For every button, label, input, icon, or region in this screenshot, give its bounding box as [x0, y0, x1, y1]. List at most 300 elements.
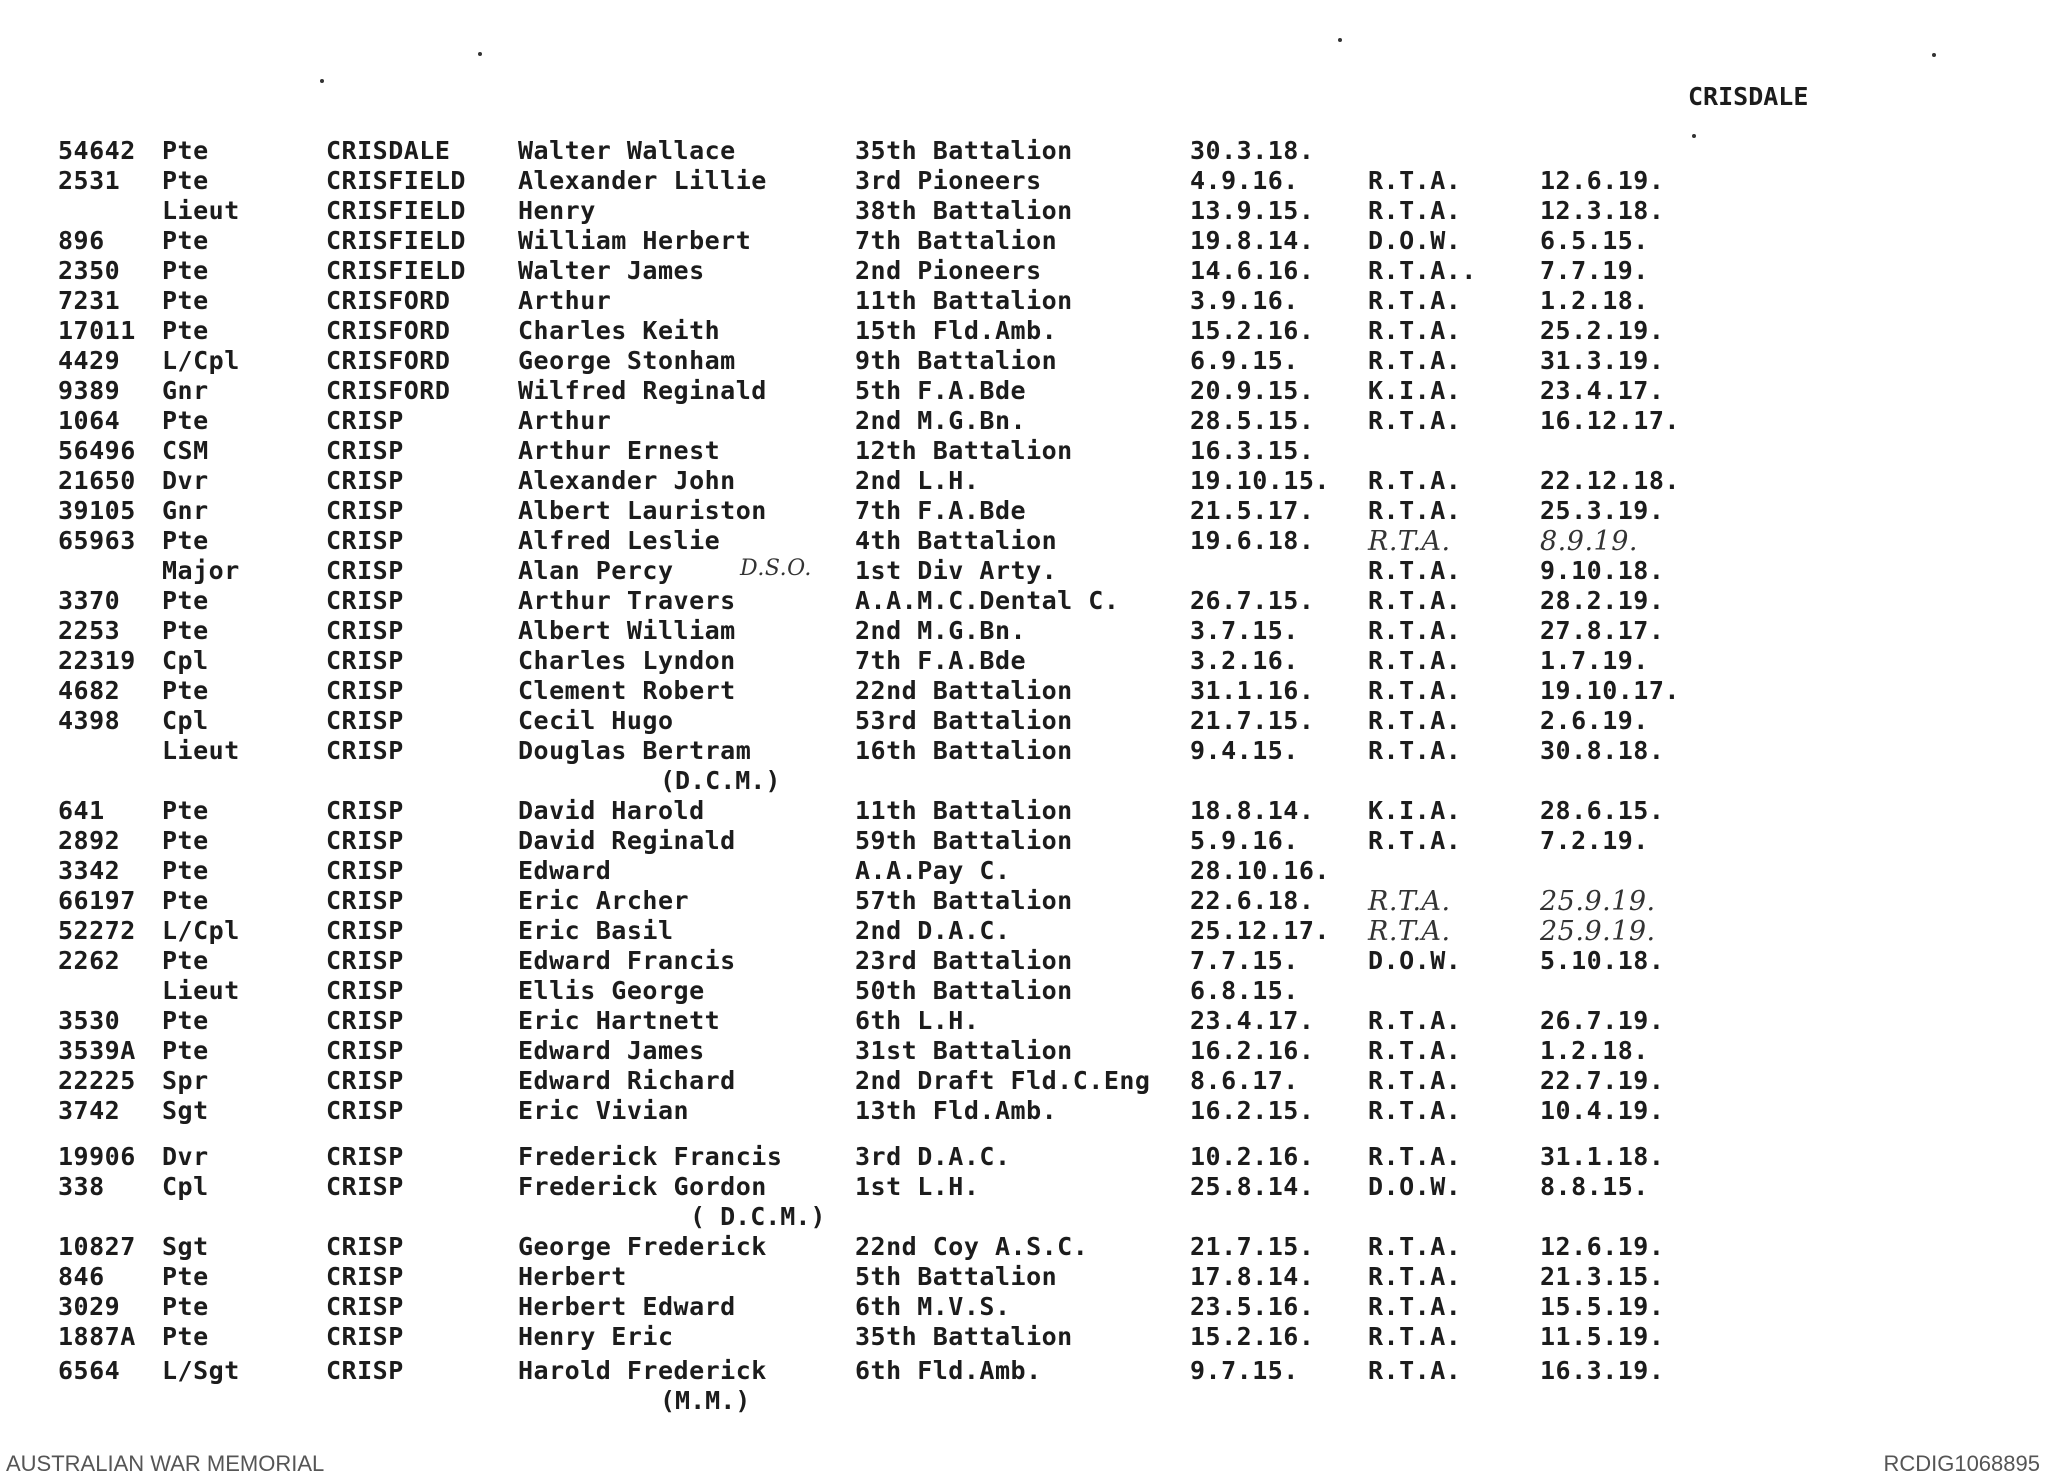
service-number: 9389 — [58, 376, 121, 405]
unit: 11th Battalion — [855, 796, 1073, 825]
roll-row — [0, 1262, 2048, 1292]
enlistment-date: 16.3.15. — [1190, 436, 1315, 465]
enlistment-date: 18.8.14. — [1190, 796, 1315, 825]
rank: CSM — [162, 436, 209, 465]
service-number: 4398 — [58, 706, 121, 735]
service-number: 2531 — [58, 166, 121, 195]
roll-row — [0, 496, 2048, 526]
enlistment-date: 3.2.16. — [1190, 646, 1299, 675]
enlistment-date: 19.6.18. — [1190, 526, 1315, 555]
rank: Pte — [162, 1006, 209, 1035]
handwritten-award-note: D.S.O. — [740, 556, 812, 581]
surname: CRISP — [326, 1006, 404, 1035]
enlistment-date: 10.2.16. — [1190, 1142, 1315, 1171]
roll-row — [0, 196, 2048, 226]
rank: Pte — [162, 946, 209, 975]
rank: Pte — [162, 1262, 209, 1291]
given-names: George Frederick — [518, 1232, 767, 1261]
roll-row — [0, 616, 2048, 646]
surname: CRISP — [326, 1096, 404, 1125]
unit: 16th Battalion — [855, 736, 1073, 765]
given-names: Alfred Leslie — [518, 526, 721, 555]
fate: R.T.A. — [1368, 496, 1462, 525]
paper-speck — [1932, 53, 1936, 57]
roll-row — [0, 856, 2048, 886]
fate-date: 26.7.19. — [1540, 1006, 1665, 1035]
given-names: Wilfred Reginald — [518, 376, 767, 405]
rank: Dvr — [162, 1142, 209, 1171]
fate: R.T.A. — [1368, 196, 1462, 225]
surname: CRISP — [326, 1262, 404, 1291]
rank: Pte — [162, 286, 209, 315]
given-names: Harold Frederick — [518, 1356, 767, 1385]
surname: CRISP — [326, 556, 404, 585]
enlistment-date: 21.5.17. — [1190, 496, 1315, 525]
rank: Pte — [162, 526, 209, 555]
service-number: 19906 — [58, 1142, 136, 1171]
given-names: Eric Hartnett — [518, 1006, 721, 1035]
enlistment-date: 25.12.17. — [1190, 916, 1330, 945]
rank: Lieut — [162, 196, 240, 225]
rank: Pte — [162, 886, 209, 915]
enlistment-date: 19.8.14. — [1190, 226, 1315, 255]
fate-date: 31.1.18. — [1540, 1142, 1665, 1171]
service-number: 846 — [58, 1262, 105, 1291]
service-number: 3539A — [58, 1036, 136, 1065]
fate-date: 8.9.19. — [1540, 526, 1638, 557]
given-names: Alexander Lillie — [518, 166, 767, 195]
service-number: 52272 — [58, 916, 136, 945]
roll-row — [0, 676, 2048, 706]
roll-row — [0, 1006, 2048, 1036]
given-names: Charles Lyndon — [518, 646, 736, 675]
surname: CRISP — [326, 466, 404, 495]
surname: CRISP — [326, 406, 404, 435]
enlistment-date: 3.9.16. — [1190, 286, 1299, 315]
rank: Cpl — [162, 1172, 209, 1201]
roll-row — [0, 1142, 2048, 1172]
award-line: ( D.C.M.) — [690, 1202, 826, 1231]
unit: 7th F.A.Bde — [855, 646, 1027, 675]
fate-date: 1.7.19. — [1540, 646, 1649, 675]
surname: CRISP — [326, 646, 404, 675]
enlistment-date: 8.6.17. — [1190, 1066, 1299, 1095]
roll-row — [0, 1322, 2048, 1352]
rank: Pte — [162, 406, 209, 435]
rank: Cpl — [162, 646, 209, 675]
unit: 15th Fld.Amb. — [855, 316, 1058, 345]
enlistment-date: 23.4.17. — [1190, 1006, 1315, 1035]
unit: 7th Battalion — [855, 226, 1058, 255]
surname: CRISP — [326, 856, 404, 885]
fate: R.T.A. — [1368, 826, 1462, 855]
fate: R.T.A. — [1368, 346, 1462, 375]
roll-row — [0, 1096, 2048, 1126]
rank: Major — [162, 556, 240, 585]
roll-row — [0, 916, 2048, 946]
unit: 59th Battalion — [855, 826, 1073, 855]
rank: Pte — [162, 1292, 209, 1321]
surname: CRISP — [326, 946, 404, 975]
fate-date: 16.12.17. — [1540, 406, 1680, 435]
unit: 2nd Pioneers — [855, 256, 1042, 285]
fate: D.O.W. — [1368, 946, 1462, 975]
rank: Sgt — [162, 1096, 209, 1125]
unit: 6th M.V.S. — [855, 1292, 1011, 1321]
service-number: 3370 — [58, 586, 121, 615]
unit: 35th Battalion — [855, 136, 1073, 165]
roll-row — [0, 346, 2048, 376]
fate: K.I.A. — [1368, 796, 1462, 825]
rank: Pte — [162, 586, 209, 615]
unit: 2nd D.A.C. — [855, 916, 1011, 945]
enlistment-date: 17.8.14. — [1190, 1262, 1315, 1291]
enlistment-date: 25.8.14. — [1190, 1172, 1315, 1201]
enlistment-date: 26.7.15. — [1190, 586, 1315, 615]
service-number: 22319 — [58, 646, 136, 675]
enlistment-date: 14.6.16. — [1190, 256, 1315, 285]
fate: R.T.A. — [1368, 286, 1462, 315]
service-number: 56496 — [58, 436, 136, 465]
given-names: Eric Archer — [518, 886, 690, 915]
fate-date: 12.3.18. — [1540, 196, 1665, 225]
unit: 5th F.A.Bde — [855, 376, 1027, 405]
rank: Pte — [162, 676, 209, 705]
unit: 3rd D.A.C. — [855, 1142, 1011, 1171]
service-number: 2262 — [58, 946, 121, 975]
surname: CRISP — [326, 436, 404, 465]
service-number: 65963 — [58, 526, 136, 555]
fate: R.T.A. — [1368, 676, 1462, 705]
fate: R.T.A. — [1368, 1006, 1462, 1035]
surname: CRISP — [326, 916, 404, 945]
unit: 2nd Draft Fld.C.Eng — [855, 1066, 1151, 1095]
fate: R.T.A. — [1368, 916, 1451, 947]
roll-row — [0, 1172, 2048, 1231]
service-number: 1064 — [58, 406, 121, 435]
given-names: David Harold — [518, 796, 705, 825]
fate-date: 25.9.19. — [1540, 916, 1656, 947]
unit: 6th Fld.Amb. — [855, 1356, 1042, 1385]
enlistment-date: 15.2.16. — [1190, 1322, 1315, 1351]
given-names: Ellis George — [518, 976, 705, 1005]
fate: R.T.A. — [1368, 466, 1462, 495]
surname: CRISP — [326, 616, 404, 645]
fate-date: 28.2.19. — [1540, 586, 1665, 615]
roll-row — [0, 136, 2048, 166]
award-line: (M.M.) — [660, 1386, 751, 1415]
enlistment-date: 30.3.18. — [1190, 136, 1315, 165]
surname: CRISP — [326, 1322, 404, 1351]
given-names: Edward James — [518, 1036, 705, 1065]
enlistment-date: 9.4.15. — [1190, 736, 1299, 765]
surname: CRISP — [326, 1232, 404, 1261]
fate: R.T.A. — [1368, 406, 1462, 435]
roll-row — [0, 646, 2048, 676]
fate-date: 1.2.18. — [1540, 1036, 1649, 1065]
unit: 31st Battalion — [855, 1036, 1073, 1065]
given-names: Frederick Gordon — [518, 1172, 767, 1201]
fate: R.T.A. — [1368, 556, 1462, 585]
given-names: Edward Francis — [518, 946, 736, 975]
fate-date: 19.10.17. — [1540, 676, 1680, 705]
fate: D.O.W. — [1368, 1172, 1462, 1201]
unit: 13th Fld.Amb. — [855, 1096, 1058, 1125]
rank: Pte — [162, 136, 209, 165]
service-number: 641 — [58, 796, 105, 825]
fate: R.T.A. — [1368, 736, 1462, 765]
unit: 50th Battalion — [855, 976, 1073, 1005]
surname: CRISP — [326, 526, 404, 555]
unit: 4th Battalion — [855, 526, 1058, 555]
surname: CRISFORD — [326, 376, 451, 405]
fate-date: 28.6.15. — [1540, 796, 1665, 825]
rank: Spr — [162, 1066, 209, 1095]
fate-date: 10.4.19. — [1540, 1096, 1665, 1125]
roll-row — [0, 1066, 2048, 1096]
rank: Pte — [162, 796, 209, 825]
roll-row — [0, 1356, 2048, 1415]
service-number: 3342 — [58, 856, 121, 885]
given-names: Herbert — [518, 1262, 627, 1291]
fate-date: 25.3.19. — [1540, 496, 1665, 525]
roll-row — [0, 736, 2048, 795]
surname: CRISP — [326, 586, 404, 615]
surname: CRISDALE — [326, 136, 451, 165]
roll-row — [0, 1292, 2048, 1322]
fate: R.T.A. — [1368, 1322, 1462, 1351]
fate: R.T.A. — [1368, 586, 1462, 615]
service-number: 2253 — [58, 616, 121, 645]
rank: Pte — [162, 856, 209, 885]
given-names: Henry Eric — [518, 1322, 674, 1351]
service-number: 17011 — [58, 316, 136, 345]
fate: R.T.A. — [1368, 1232, 1462, 1261]
enlistment-date: 7.7.15. — [1190, 946, 1299, 975]
roll-row — [0, 946, 2048, 976]
service-number: 3029 — [58, 1292, 121, 1321]
given-names: Herbert Edward — [518, 1292, 736, 1321]
surname: CRISP — [326, 706, 404, 735]
award-line: (D.C.M.) — [660, 766, 781, 795]
enlistment-date: 22.6.18. — [1190, 886, 1315, 915]
fate-date: 25.2.19. — [1540, 316, 1665, 345]
roll-row — [0, 466, 2048, 496]
fate: R.T.A. — [1368, 316, 1462, 345]
fate-date: 30.8.18. — [1540, 736, 1665, 765]
rank: Dvr — [162, 466, 209, 495]
service-number: 54642 — [58, 136, 136, 165]
fate-date: 8.8.15. — [1540, 1172, 1649, 1201]
fate: R.T.A. — [1368, 616, 1462, 645]
enlistment-date: 5.9.16. — [1190, 826, 1299, 855]
given-names: Edward — [518, 856, 612, 885]
enlistment-date: 19.10.15. — [1190, 466, 1330, 495]
surname: CRISFORD — [326, 286, 451, 315]
roll-row — [0, 1036, 2048, 1066]
surname: CRISP — [326, 1172, 404, 1201]
rank: L/Cpl — [162, 346, 240, 375]
roll-row — [0, 526, 2048, 556]
fate: R.T.A. — [1368, 1142, 1462, 1171]
rank: Sgt — [162, 1232, 209, 1261]
unit: 23rd Battalion — [855, 946, 1073, 975]
roll-row — [0, 886, 2048, 916]
enlistment-date: 6.8.15. — [1190, 976, 1299, 1005]
roll-row — [0, 796, 2048, 826]
service-number: 66197 — [58, 886, 136, 915]
roll-row — [0, 256, 2048, 286]
unit: 12th Battalion — [855, 436, 1073, 465]
rank: Pte — [162, 1036, 209, 1065]
fate-date: 12.6.19. — [1540, 166, 1665, 195]
service-number: 3530 — [58, 1006, 121, 1035]
surname: CRISP — [326, 1292, 404, 1321]
rank: Lieut — [162, 976, 240, 1005]
rank: Gnr — [162, 376, 209, 405]
fate: R.T.A. — [1368, 1292, 1462, 1321]
surname: CRISFORD — [326, 316, 451, 345]
fate: K.I.A. — [1368, 376, 1462, 405]
fate-date: 16.3.19. — [1540, 1356, 1665, 1385]
given-names: Arthur — [518, 406, 612, 435]
given-names: William Herbert — [518, 226, 752, 255]
fate: R.T.A. — [1368, 526, 1451, 557]
fate-date: 6.5.15. — [1540, 226, 1649, 255]
unit: 38th Battalion — [855, 196, 1073, 225]
roll-row — [0, 166, 2048, 196]
given-names: Walter James — [518, 256, 705, 285]
given-names: Alan Percy — [518, 556, 674, 585]
given-names: David Reginald — [518, 826, 736, 855]
fate-date: 5.10.18. — [1540, 946, 1665, 975]
footer-record-id: RCDIG1068895 — [1883, 1451, 2040, 1476]
enlistment-date: 13.9.15. — [1190, 196, 1315, 225]
enlistment-date: 3.7.15. — [1190, 616, 1299, 645]
surname: CRISP — [326, 736, 404, 765]
enlistment-date: 31.1.16. — [1190, 676, 1315, 705]
fate: R.T.A. — [1368, 1036, 1462, 1065]
fate: R.T.A. — [1368, 1066, 1462, 1095]
fate: R.T.A. — [1368, 1262, 1462, 1291]
surname: CRISFORD — [326, 346, 451, 375]
fate: R.T.A. — [1368, 1356, 1462, 1385]
unit: 7th F.A.Bde — [855, 496, 1027, 525]
paper-speck — [1338, 38, 1342, 42]
enlistment-date: 9.7.15. — [1190, 1356, 1299, 1385]
fate: R.T.A. — [1368, 166, 1462, 195]
enlistment-date: 15.2.16. — [1190, 316, 1315, 345]
roll-row — [0, 316, 2048, 346]
given-names: Arthur Travers — [518, 586, 736, 615]
service-number: 338 — [58, 1172, 105, 1201]
unit: 5th Battalion — [855, 1262, 1058, 1291]
fate: R.T.A. — [1368, 706, 1462, 735]
given-names: George Stonham — [518, 346, 736, 375]
rank: L/Sgt — [162, 1356, 240, 1385]
unit: 35th Battalion — [855, 1322, 1073, 1351]
service-number: 7231 — [58, 286, 121, 315]
roll-row — [0, 376, 2048, 406]
fate: R.T.A. — [1368, 886, 1451, 917]
enlistment-date: 28.5.15. — [1190, 406, 1315, 435]
paper-speck — [320, 79, 324, 83]
given-names: Eric Basil — [518, 916, 674, 945]
unit: A.A.M.C.Dental C. — [855, 586, 1120, 615]
fate-date: 21.3.15. — [1540, 1262, 1665, 1291]
service-number: 4682 — [58, 676, 121, 705]
fate-date: 1.2.18. — [1540, 286, 1649, 315]
unit: 1st Div Arty. — [855, 556, 1058, 585]
surname: CRISP — [326, 826, 404, 855]
unit: 2nd M.G.Bn. — [855, 616, 1027, 645]
roll-row — [0, 286, 2048, 316]
service-number: 2892 — [58, 826, 121, 855]
given-names: Douglas Bertram — [518, 736, 752, 765]
given-names: Arthur Ernest — [518, 436, 721, 465]
rank: Pte — [162, 166, 209, 195]
roll-row — [0, 976, 2048, 1006]
fate: R.T.A.. — [1368, 256, 1477, 285]
rank: Lieut — [162, 736, 240, 765]
given-names: Clement Robert — [518, 676, 736, 705]
rank: Pte — [162, 226, 209, 255]
roll-row — [0, 706, 2048, 736]
fate-date: 22.7.19. — [1540, 1066, 1665, 1095]
unit: 3rd Pioneers — [855, 166, 1042, 195]
roll-row — [0, 226, 2048, 256]
rank: Pte — [162, 826, 209, 855]
fate-date: 31.3.19. — [1540, 346, 1665, 375]
surname: CRISP — [326, 1356, 404, 1385]
unit: 2nd M.G.Bn. — [855, 406, 1027, 435]
service-number: 39105 — [58, 496, 136, 525]
service-number: 1887A — [58, 1322, 136, 1351]
unit: 22nd Battalion — [855, 676, 1073, 705]
unit: 6th L.H. — [855, 1006, 980, 1035]
page-header-surname: CRISDALE — [1688, 82, 1809, 111]
service-number: 6564 — [58, 1356, 121, 1385]
given-names: Albert Lauriston — [518, 496, 767, 525]
fate: R.T.A. — [1368, 1096, 1462, 1125]
surname: CRISFIELD — [326, 166, 466, 195]
unit: 2nd L.H. — [855, 466, 980, 495]
rank: Pte — [162, 1322, 209, 1351]
fate-date: 2.6.19. — [1540, 706, 1649, 735]
given-names: Cecil Hugo — [518, 706, 674, 735]
service-number: 4429 — [58, 346, 121, 375]
surname: CRISP — [326, 1142, 404, 1171]
given-names: Alexander John — [518, 466, 736, 495]
fate-date: 12.6.19. — [1540, 1232, 1665, 1261]
given-names: Albert William — [518, 616, 736, 645]
surname: CRISP — [326, 796, 404, 825]
fate-date: 25.9.19. — [1540, 886, 1656, 917]
unit: 22nd Coy A.S.C. — [855, 1232, 1089, 1261]
unit: 57th Battalion — [855, 886, 1073, 915]
roll-row — [0, 436, 2048, 466]
paper-speck — [478, 52, 482, 56]
given-names: Walter Wallace — [518, 136, 736, 165]
rank: Pte — [162, 316, 209, 345]
service-number: 896 — [58, 226, 105, 255]
fate-date: 15.5.19. — [1540, 1292, 1665, 1321]
surname: CRISP — [326, 676, 404, 705]
given-names: Henry — [518, 196, 596, 225]
fate-date: 7.7.19. — [1540, 256, 1649, 285]
rank: Cpl — [162, 706, 209, 735]
enlistment-date: 28.10.16. — [1190, 856, 1330, 885]
